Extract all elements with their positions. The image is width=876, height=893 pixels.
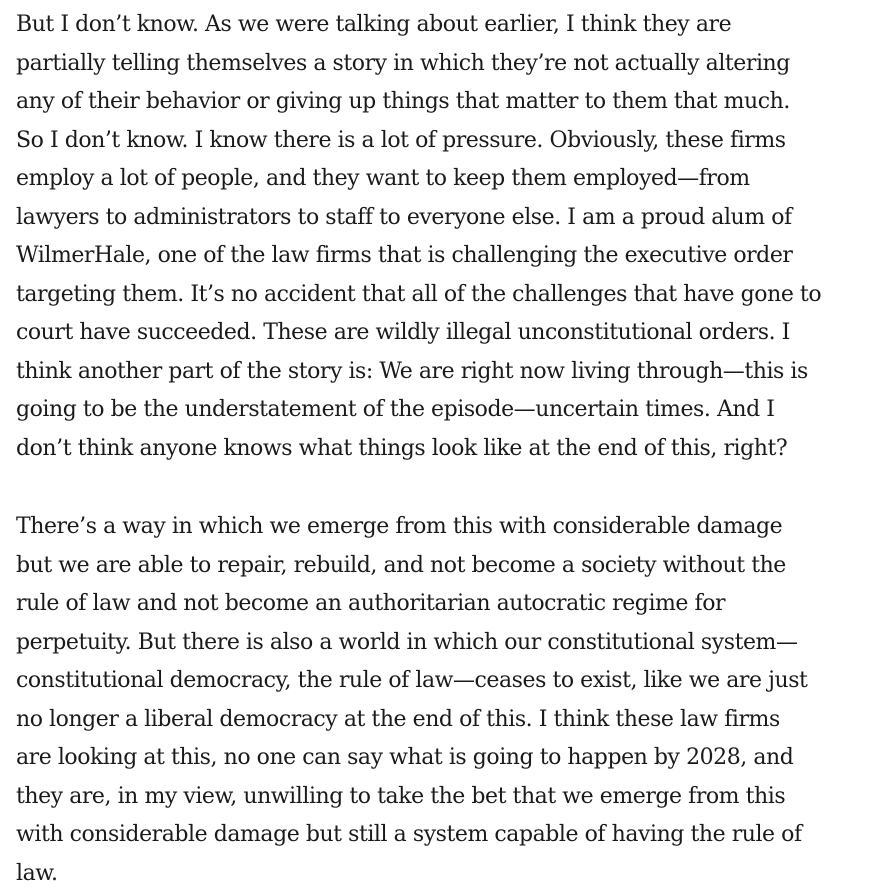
paragraph-2 [16,508,866,893]
text-line: but we are able to repair, rebuild, and not become a society without the [16,547,866,586]
text-line: perpetuity. But there is also a world in which our constitutional system— [16,624,866,663]
text-line: law. [16,855,866,893]
text-line: constitutional democracy, the rule of law—ceases to exist, like we are just [16,662,866,701]
text-line: employ a lot of people, and they want to keep them employed—from [16,160,866,199]
text-line: no longer a liberal democracy at the end of this. I think these law firms [16,701,866,740]
text-line: rule of law and not become an authoritarian autocratic regime for [16,585,866,624]
article-body [16,6,866,893]
text-line: targeting them. It’s no accident that all of the challenges that have gone to [16,276,866,315]
text-line: So I don’t know. I know there is a lot of pressure. Obviously, these firms [16,122,866,161]
text-line: don’t think anyone knows what things look like at the end of this, right? [16,430,866,469]
text-line: with considerable damage but still a system capable of having the rule of [16,816,866,855]
paragraph-1 [16,6,866,468]
text-line: are looking at this, no one can say what is going to happen by 2028, and [16,739,866,778]
text-line: court have succeeded. These are wildly illegal unconstitutional orders. I [16,314,866,353]
text-line: any of their behavior or giving up things that matter to them that much. [16,83,866,122]
text-line: lawyers to administrators to staff to everyone else. I am a proud alum of [16,199,866,238]
text-line: There’s a way in which we emerge from this with considerable damage [16,508,866,547]
text-line: partially telling themselves a story in which they’re not actually altering [16,45,866,84]
text-line: WilmerHale, one of the law firms that is challenging the executive order [16,237,866,276]
paragraph-spacer [16,468,866,508]
text-line: But I don’t know. As we were talking about earlier, I think they are [16,6,866,45]
text-line: going to be the understatement of the episode—uncertain times. And I [16,391,866,430]
text-line: they are, in my view, unwilling to take the bet that we emerge from this [16,778,866,817]
text-line: think another part of the story is: We are right now living through—this is [16,353,866,392]
